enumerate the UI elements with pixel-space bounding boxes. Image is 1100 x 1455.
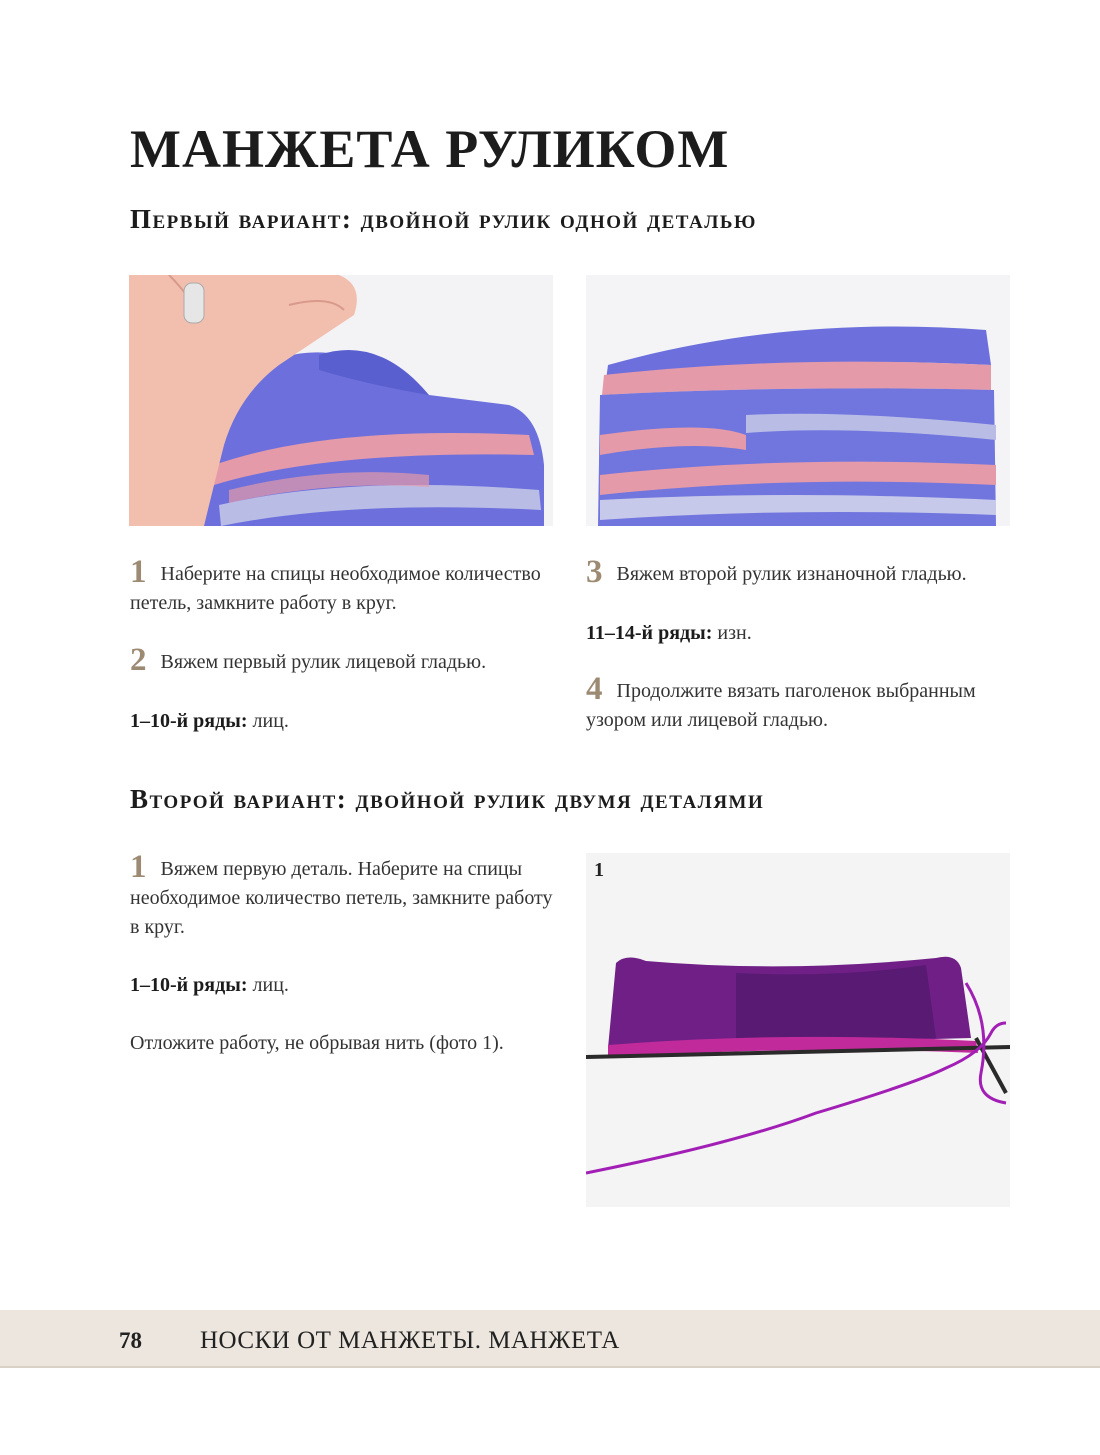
rows-instruction	[130, 710, 289, 733]
step-number: 4	[586, 671, 603, 707]
step-text: Наберите на спицы необходимое количество петель, замкните работу в круг.	[130, 563, 541, 614]
step-number: 1	[130, 554, 147, 590]
step-text: Вяжем первую деталь. Наберите на спицы необходимое количество петель, замкните работу в круг.	[130, 858, 553, 938]
step-text: Вяжем первый рулик лицевой гладью.	[160, 651, 487, 673]
photo-cuff-double-roll	[586, 275, 1010, 526]
step-1	[130, 554, 550, 618]
photo-label: 1	[594, 859, 604, 881]
section-2-step-1	[130, 849, 560, 942]
step-number: 1	[130, 849, 147, 885]
step-text: Продолжите вязать паголенок выбранным узором или лицевой гладью.	[586, 680, 976, 731]
rows-label: 11–14-й ряды:	[586, 622, 713, 644]
rows-instruction	[586, 622, 752, 645]
step-number: 3	[586, 554, 603, 590]
rows-value: изн.	[712, 622, 752, 644]
page-number: 78	[119, 1328, 142, 1353]
photo-cuff-hand	[129, 275, 553, 526]
step-3	[586, 554, 1010, 590]
rows-value: лиц.	[247, 974, 289, 996]
page-title: МАНЖЕТА РУЛИКОМ	[130, 119, 730, 179]
rows-value: лиц.	[247, 710, 289, 732]
photo-purple-knitting	[586, 853, 1010, 1207]
running-head: НОСКИ ОТ МАНЖЕТЫ. МАНЖЕТА	[200, 1327, 620, 1354]
footer-rule	[0, 1366, 1100, 1368]
step-number: 2	[130, 642, 147, 678]
rows-instruction	[130, 974, 289, 997]
section-1-heading: Первый вариант: двойной рулик одной деталью	[130, 204, 757, 234]
step-4	[586, 671, 1010, 735]
note-text: Отложите работу, не обрывая нить (фото 1).	[130, 1032, 504, 1054]
rows-label: 1–10-й ряды:	[130, 710, 248, 732]
step-text: Вяжем второй рулик изнаночной гладью.	[616, 563, 967, 585]
section-2-heading: Второй вариант: двойной рулик двумя деталями	[130, 784, 765, 814]
step-2	[130, 642, 550, 678]
rows-label: 1–10-й ряды:	[130, 974, 248, 996]
